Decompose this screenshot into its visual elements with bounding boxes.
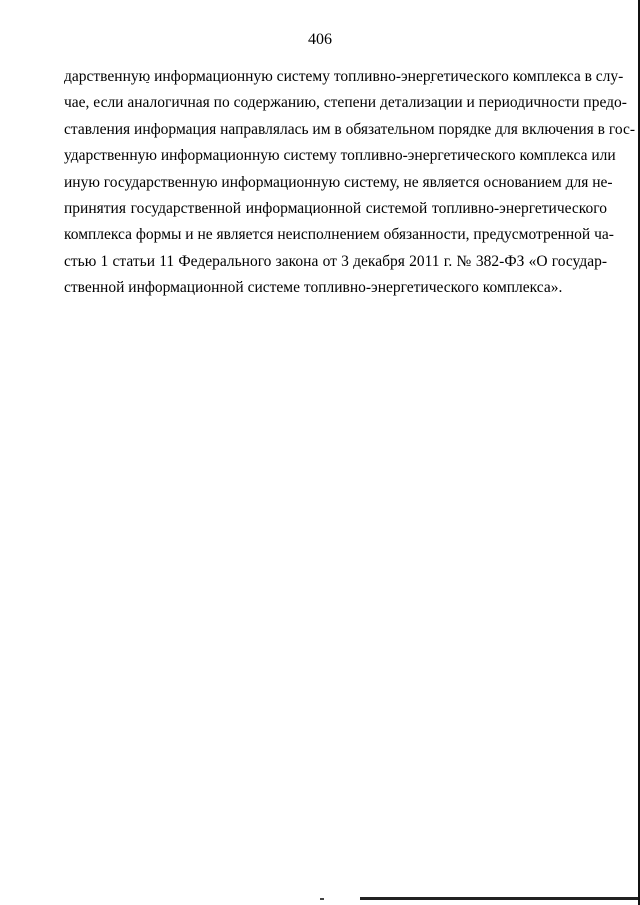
paragraph-line: чае, если аналогичная по содержанию, степени детализации и периодичности предо- [64,94,627,112]
body-paragraph [64,64,635,302]
paragraph-line: ставления информация направлялась им в обязательном порядке для включения в гос- [64,120,635,138]
page-number: 406 [308,31,332,48]
paragraph-line: принятия государственной информационной системой топливно-энергетического [64,200,607,218]
paragraph-line: иную государственную информационную систему, не является основанием для не- [64,173,613,191]
paragraph-line: дарственную информационную систему топливно-энергетического комплекса в слу- [64,68,624,85]
scan-edge-mark [320,898,324,900]
scan-edge-line [360,897,638,900]
paragraph-line: стью 1 статьи 11 Федерального закона от 3 декабря 2011 г. № 382-ФЗ «О государ- [64,252,607,270]
paragraph-line: ственной информационной системе топливно-энергетического комплекса». [64,279,563,297]
paragraph-line: ударственную информационную систему топливно-энергетического комплекса или [64,147,616,165]
paragraph-line: комплекса формы и не является неисполнением обязанности, предусмотренной ча- [64,226,614,244]
